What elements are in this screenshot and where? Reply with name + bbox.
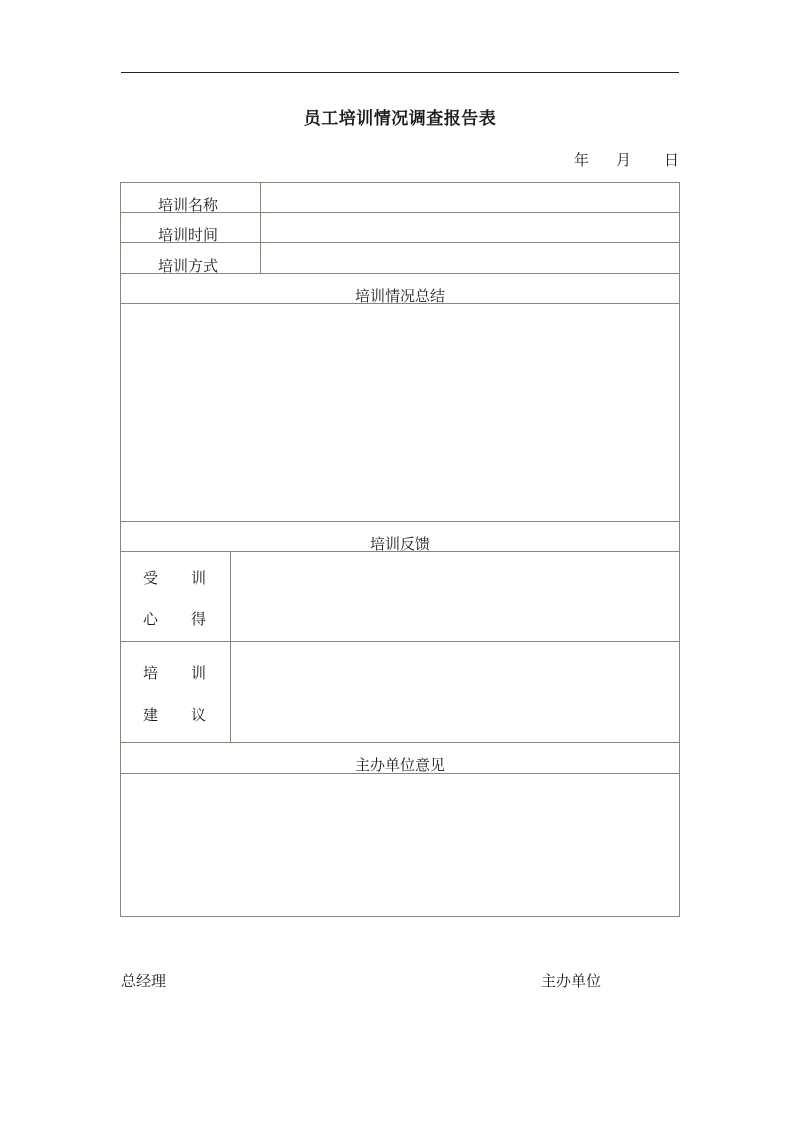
summary-header: 培训情况总结 [354,287,445,305]
general-manager-signature-label: 总经理 [121,972,167,990]
page-title: 员工培训情况调查报告表 [303,109,497,129]
training-time-label: 培训时间 [158,226,219,244]
opinion-content-area[interactable] [121,774,679,916]
date-month-label: 月 [616,151,632,169]
top-rule [121,72,679,73]
suggestion-label-char-2: 训 [191,664,207,682]
experience-content-area[interactable] [231,552,679,641]
experience-label-char-2: 训 [191,569,207,587]
date-day-label: 日 [664,151,680,169]
training-time-field[interactable] [261,213,679,242]
opinion-header: 主办单位意见 [354,756,445,774]
date-year-label: 年 [574,151,590,169]
training-method-label: 培训方式 [158,257,219,275]
organizer-signature-label: 主办单位 [541,972,602,990]
feedback-header: 培训反馈 [369,535,430,553]
summary-content-area[interactable] [121,304,679,521]
experience-label-char-1: 受 [143,569,159,587]
suggestion-label-char-1: 培 [143,664,159,682]
row-divider [121,521,679,522]
suggestion-label-char-3: 建 [143,706,159,724]
training-name-label: 培训名称 [158,196,219,214]
row-divider [121,742,679,743]
experience-label-char-4: 得 [191,610,207,628]
training-name-field[interactable] [261,183,679,212]
training-method-field[interactable] [261,243,679,273]
experience-label-char-3: 心 [143,610,159,628]
training-report-form [120,182,680,917]
suggestion-label-char-4: 议 [191,706,207,724]
suggestion-content-area[interactable] [231,642,679,742]
